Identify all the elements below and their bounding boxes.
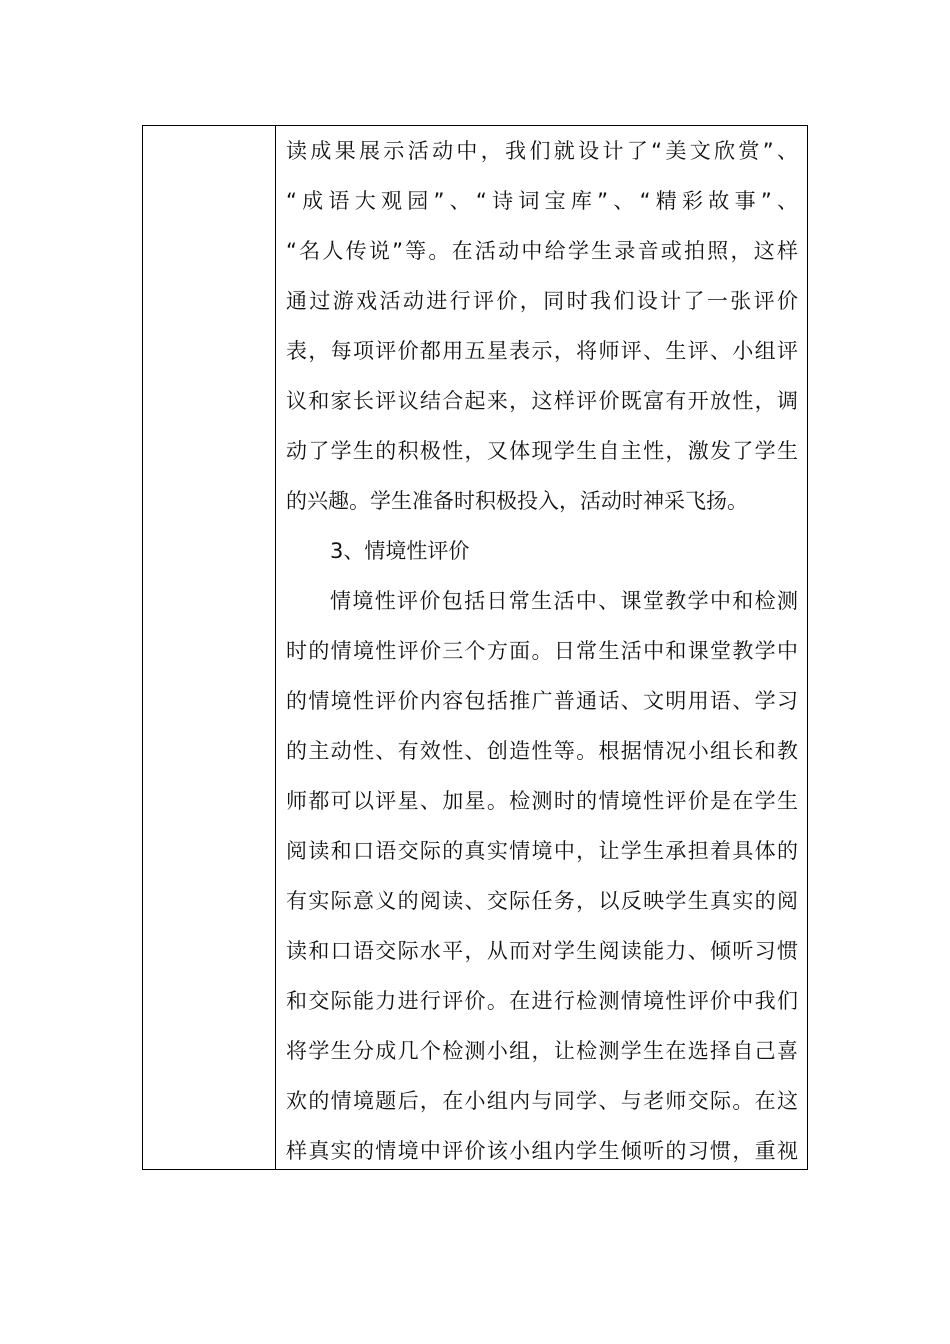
text-line: 阅读和口语交际的真实情境中，让学生承担着具体的 bbox=[286, 839, 798, 863]
text-line: 样真实的情境中评价该小组内学生倾听的习惯，重视 bbox=[286, 1139, 798, 1163]
document-table bbox=[142, 125, 808, 1170]
text-line: 和交际能力进行评价。在进行检测情境性评价中我们 bbox=[286, 989, 798, 1013]
text-line: “成语大观园”、“诗词宝库”、“精彩故事”、 bbox=[286, 189, 798, 213]
text-line: 时的情境性评价三个方面。日常生活中和课堂教学中 bbox=[286, 639, 798, 663]
text-line: 将学生分成几个检测小组，让检测学生在选择自己喜 bbox=[286, 1039, 798, 1063]
text-line: 表，每项评价都用五星表示，将师评、生评、小组评 bbox=[286, 339, 798, 363]
text-line: 通过游戏活动进行评价，同时我们设计了一张评价 bbox=[286, 289, 798, 313]
text-line: 情境性评价包括日常生活中、课堂教学中和检测 bbox=[330, 589, 798, 613]
text-line: 读和口语交际水平，从而对学生阅读能力、倾听习惯 bbox=[286, 939, 798, 963]
table-right-cell bbox=[276, 126, 807, 1169]
section-heading: 3、情境性评价 bbox=[330, 539, 470, 563]
text-line: 师都可以评星、加星。检测时的情境性评价是在学生 bbox=[286, 789, 798, 813]
text-line: “名人传说”等。在活动中给学生录音或拍照，这样 bbox=[286, 239, 798, 263]
text-line: 的主动性、有效性、创造性等。根据情况小组长和教 bbox=[286, 739, 798, 763]
text-line: 议和家长评议结合起来，这样评价既富有开放性，调 bbox=[286, 389, 798, 413]
text-line: 的兴趣。学生准备时积极投入，活动时神采飞扬。 bbox=[286, 489, 748, 513]
text-line: 动了学生的积极性，又体现学生自主性，激发了学生 bbox=[286, 439, 798, 463]
text-line: 欢的情境题后，在小组内与同学、与老师交际。在这 bbox=[286, 1089, 798, 1113]
table-left-cell bbox=[143, 126, 276, 1169]
text-line: 读成果展示活动中，我们就设计了“美文欣赏”、 bbox=[286, 139, 798, 163]
text-line: 的情境性评价内容包括推广普通话、文明用语、学习 bbox=[286, 689, 798, 713]
text-line: 有实际意义的阅读、交际任务，以反映学生真实的阅 bbox=[286, 889, 798, 913]
